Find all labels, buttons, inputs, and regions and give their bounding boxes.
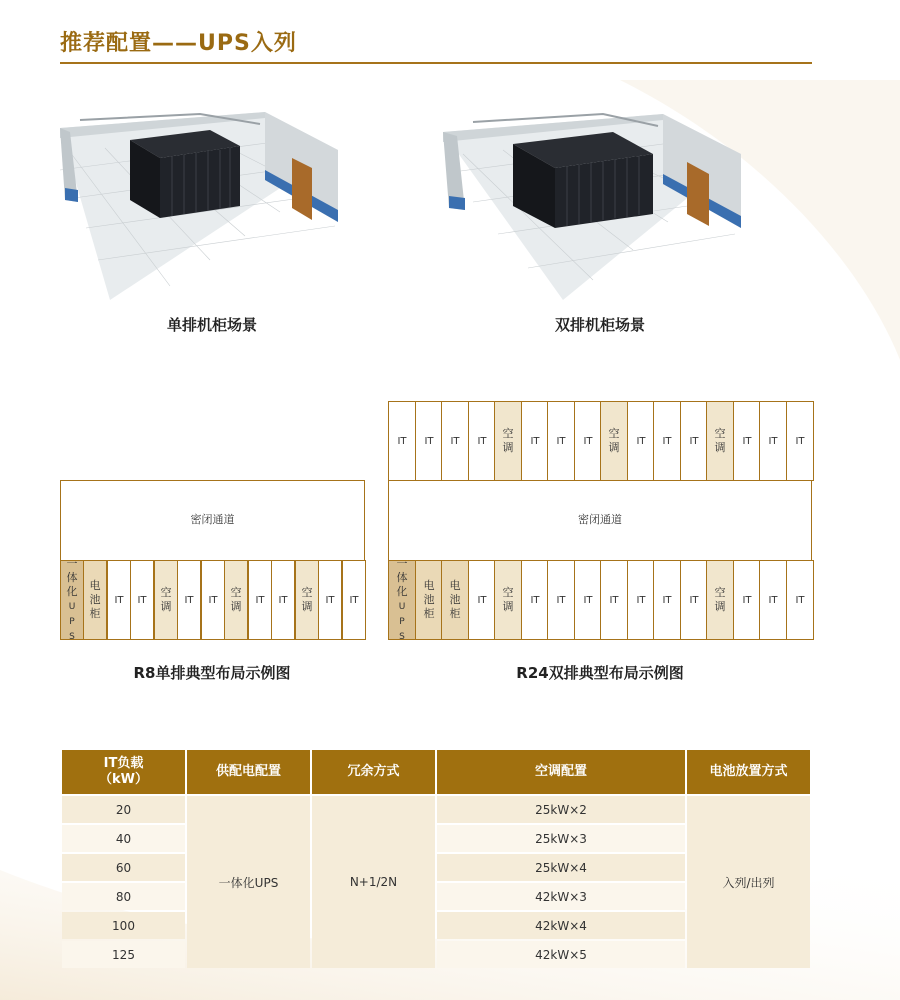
battery-placement-cell: 入列/出列	[687, 796, 810, 968]
header-redundancy: 冗余方式	[312, 750, 435, 794]
ac-config-cell: 25kW×4	[437, 854, 685, 881]
r24-top-ac-unit: 空调	[600, 401, 628, 481]
header-power-config: 供配电配置	[187, 750, 310, 794]
r24-top-it-rack: IT	[653, 401, 681, 481]
recommended-config-table	[60, 748, 812, 970]
r8-it-rack: IT	[201, 560, 225, 640]
it-load-cell: 80	[62, 883, 185, 910]
r24-top-it-rack: IT	[468, 401, 496, 481]
r24-bottom-it-rack: IT	[600, 560, 628, 640]
ac-config-cell: 25kW×2	[437, 796, 685, 823]
r24-bottom-it-rack: IT	[574, 560, 602, 640]
it-load-cell: 60	[62, 854, 185, 881]
it-load-cell: 20	[62, 796, 185, 823]
title-divider	[60, 62, 812, 64]
r8-ac-unit: 空调	[224, 560, 248, 640]
r8-it-rack: IT	[107, 560, 131, 640]
single-row-scene-caption: 单排机柜场景	[166, 316, 257, 334]
r8-it-rack: IT	[177, 560, 201, 640]
r24-bottom-it-rack: IT	[468, 560, 496, 640]
r24-bottom-it-rack: IT	[786, 560, 814, 640]
r8-battery-cabinet: 电池柜	[83, 560, 107, 640]
double-row-scene-caption: 双排机柜场景	[554, 316, 645, 334]
r24-top-it-rack: IT	[733, 401, 761, 481]
r8-diagram-caption: R8单排典型布局示例图	[133, 664, 291, 682]
power-config-cell: 一体化UPS	[187, 796, 310, 968]
header-battery-placement: 电池放置方式	[687, 750, 810, 794]
r24-top-ac-unit: 空调	[706, 401, 734, 481]
r24-diagram-caption: R24双排典型布局示例图	[516, 664, 684, 682]
r24-top-it-rack: IT	[441, 401, 469, 481]
r24-top-it-rack: IT	[388, 401, 416, 481]
double-row-scene-image	[443, 110, 743, 300]
header-ac-config: 空调配置	[437, 750, 685, 794]
header-it-load: IT负载 （kW）	[62, 750, 185, 794]
it-load-cell: 40	[62, 825, 185, 852]
redundancy-cell: N+1/2N	[312, 796, 435, 968]
r8-it-rack: IT	[342, 560, 366, 640]
r24-bottom-ac-unit: 空调	[494, 560, 522, 640]
ac-config-cell: 42kW×3	[437, 883, 685, 910]
r24-top-it-rack: IT	[521, 401, 549, 481]
r8-it-rack: IT	[130, 560, 154, 640]
r8-it-rack: IT	[318, 560, 342, 640]
r24-bottom-it-rack: IT	[521, 560, 549, 640]
r24-top-ac-unit: 空调	[494, 401, 522, 481]
r8-ac-unit: 空调	[295, 560, 319, 640]
r24-bottom-ac-unit: 空调	[706, 560, 734, 640]
r24-bottom-integrated-ups: 一体化UPS	[388, 560, 416, 640]
r24-top-it-rack: IT	[680, 401, 708, 481]
r24-bottom-it-rack: IT	[653, 560, 681, 640]
r24-top-it-rack: IT	[627, 401, 655, 481]
r24-top-it-rack: IT	[759, 401, 787, 481]
it-load-cell: 100	[62, 912, 185, 939]
ac-config-cell: 25kW×3	[437, 825, 685, 852]
r8-integrated-ups: 一体化UPS	[60, 560, 84, 640]
r24-bottom-it-rack: IT	[680, 560, 708, 640]
ac-config-cell: 42kW×4	[437, 912, 685, 939]
single-row-scene-image	[60, 110, 340, 300]
r24-top-it-rack: IT	[415, 401, 443, 481]
r8-it-rack: IT	[248, 560, 272, 640]
r24-bottom-battery-cabinet: 电池柜	[441, 560, 469, 640]
r24-bottom-battery-cabinet: 电池柜	[415, 560, 443, 640]
r24-bottom-it-rack: IT	[759, 560, 787, 640]
r24-top-it-rack: IT	[574, 401, 602, 481]
r24-top-it-rack: IT	[547, 401, 575, 481]
r24-bottom-it-rack: IT	[547, 560, 575, 640]
r8-it-rack: IT	[271, 560, 295, 640]
r8-corridor: 密闭通道	[60, 480, 365, 561]
r8-ac-unit: 空调	[154, 560, 178, 640]
table-header-row	[62, 750, 810, 794]
r24-top-it-rack: IT	[786, 401, 814, 481]
table-row	[62, 796, 810, 823]
page-title: 推荐配置——UPS入列	[60, 31, 297, 56]
it-load-cell: 125	[62, 941, 185, 968]
r24-corridor: 密闭通道	[388, 480, 812, 561]
r24-bottom-it-rack: IT	[733, 560, 761, 640]
r24-bottom-it-rack: IT	[627, 560, 655, 640]
ac-config-cell: 42kW×5	[437, 941, 685, 968]
